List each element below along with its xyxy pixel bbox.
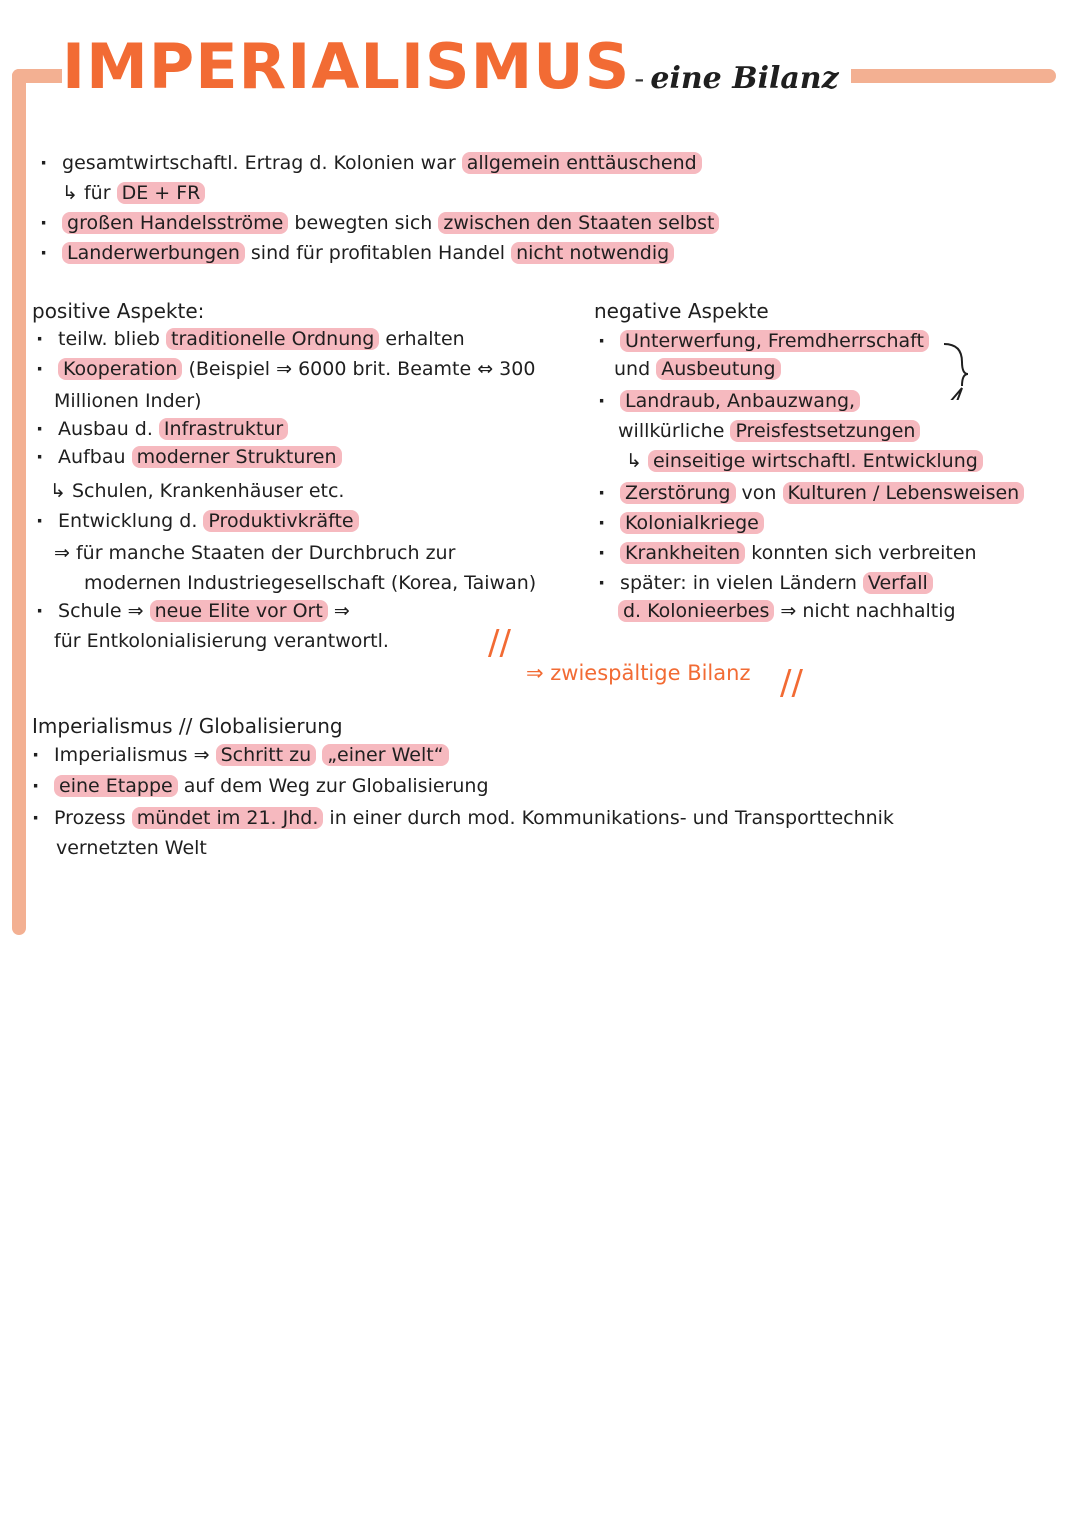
intro-highlight: nicht notwendig (511, 242, 674, 264)
item-highlight: eine Etappe (54, 775, 178, 797)
item-text: (Beispiel ⇒ 6000 brit. Beamte ⇔ 300 (188, 358, 536, 380)
item-highlight: einseitige wirtschaftl. Entwicklung (648, 450, 983, 472)
item-highlight: traditionelle Ordnung (166, 328, 379, 350)
negative-item-1 (598, 328, 929, 354)
negative-item-2-cont (618, 418, 920, 444)
globalization-item-3 (32, 805, 894, 831)
conclusion-marks-right: // (780, 663, 803, 703)
item-text: in einer durch mod. Kommunikations- und Transporttechnik (329, 807, 894, 829)
item-text: Ausbau d. (58, 418, 153, 440)
positive-item-5 (36, 508, 359, 534)
intro-highlight: Landerwerbungen (62, 242, 245, 264)
conclusion-marks-left: // (488, 623, 511, 663)
positive-item-5-sub-cont: modernen Industriegesellschaft (Korea, Taiwan) (84, 572, 537, 594)
item-highlight: mündet im 21. Jhd. (132, 807, 324, 829)
bullet: · (40, 212, 48, 234)
positive-item-6 (36, 598, 350, 624)
item-text: teilw. blieb (58, 328, 160, 350)
item-highlight: d. Kolonieerbes (618, 600, 774, 622)
intro-line-2 (62, 180, 205, 206)
item-text: Schulen, Krankenhäuser etc. (71, 480, 345, 502)
sub-arrow-icon: ↳ (62, 182, 78, 204)
positive-item-2-cont: Millionen Inder) (54, 390, 202, 412)
bullet: · (40, 242, 48, 264)
item-highlight: moderner Strukturen (132, 446, 342, 468)
item-highlight: Verfall (863, 572, 933, 594)
title-main: IMPERIALISMUS (62, 30, 631, 103)
globalization-heading: Imperialismus // Globalisierung (32, 714, 343, 738)
title-separator: - (634, 62, 645, 95)
bullet: · (36, 418, 44, 440)
intro-line-3 (40, 210, 719, 236)
bullet: · (598, 542, 606, 564)
item-highlight: Zerstörung (620, 482, 735, 504)
item-text: willkürliche (618, 420, 725, 442)
globalization-item-3-cont: vernetzten Welt (56, 837, 207, 859)
intro-text: sind für profitablen Handel (250, 242, 506, 264)
intro-text: gesamtwirtschaftl. Ertrag d. Kolonien war (62, 152, 456, 174)
bullet: · (598, 330, 606, 352)
title-subtitle: eine Bilanz (650, 61, 839, 96)
conclusion-text: ⇒ zwiespältige Bilanz (526, 661, 751, 685)
item-text: konnten sich verbreiten (751, 542, 977, 564)
frame-left-bar (12, 69, 26, 935)
bullet: · (36, 358, 44, 380)
page-title (62, 30, 851, 110)
item-highlight: Krankheiten (620, 542, 745, 564)
bullet: · (598, 512, 606, 534)
intro-text: bewegten sich (294, 212, 433, 234)
positive-item-4 (36, 444, 342, 470)
negative-item-2-sub (626, 448, 983, 474)
intro-line-1 (40, 150, 702, 176)
item-text: ⇒ nicht nachhaltig (780, 600, 956, 622)
globalization-item-2 (32, 773, 489, 799)
positive-item-2 (36, 356, 535, 382)
positive-item-4-sub (50, 478, 344, 504)
negative-item-4 (598, 510, 764, 536)
item-highlight: Kolonialkriege (620, 512, 764, 534)
brace-arrow-icon (940, 340, 970, 400)
positive-item-1 (36, 326, 465, 352)
intro-highlight: großen Handelsströme (62, 212, 288, 234)
item-highlight: Produktivkräfte (203, 510, 358, 532)
bullet: · (40, 152, 48, 174)
item-highlight: Landraub, Anbauzwang, (620, 390, 860, 412)
item-text: auf dem Weg zur Globalisierung (183, 775, 489, 797)
item-highlight: neue Elite vor Ort (150, 600, 328, 622)
item-text: Prozess (54, 807, 126, 829)
negative-item-5 (598, 540, 977, 566)
intro-highlight: zwischen den Staaten selbst (438, 212, 719, 234)
item-text: Imperialismus ⇒ (54, 744, 210, 766)
positive-item-5-sub: ⇒ für manche Staaten der Durchbruch zur (54, 542, 456, 564)
item-highlight: Schritt zu (216, 744, 317, 766)
positive-item-6-cont: für Entkolonialisierung verantwortl. (54, 630, 389, 652)
bullet: · (598, 572, 606, 594)
sub-arrow-icon: ↳ (50, 480, 66, 502)
intro-line-4 (40, 240, 674, 266)
item-text: ⇒ (333, 600, 350, 622)
negative-item-3 (598, 480, 1024, 506)
negative-item-1-cont (614, 356, 781, 382)
bullet: · (598, 482, 606, 504)
negative-item-6-cont (618, 598, 956, 624)
negative-heading: negative Aspekte (594, 299, 769, 323)
item-text: erhalten (385, 328, 465, 350)
bullet: · (32, 807, 40, 829)
sub-arrow-icon: ↳ (626, 450, 642, 472)
intro-highlight: DE + FR (117, 182, 206, 204)
positive-item-3 (36, 416, 288, 442)
intro-highlight: allgemein enttäuschend (462, 152, 702, 174)
item-text: später: in vielen Ländern (620, 572, 857, 594)
item-highlight: Kulturen / Lebensweisen (783, 482, 1025, 504)
item-text: Schule ⇒ (58, 600, 144, 622)
negative-item-6 (598, 570, 933, 596)
item-highlight: „einer Welt“ (322, 744, 448, 766)
item-text: Entwicklung d. (58, 510, 198, 532)
item-text: Aufbau (58, 446, 126, 468)
globalization-item-1 (32, 742, 449, 768)
bullet: · (32, 775, 40, 797)
negative-item-2 (598, 388, 860, 414)
item-highlight: Ausbeutung (656, 358, 780, 380)
item-highlight: Kooperation (58, 358, 182, 380)
item-text: von (741, 482, 777, 504)
item-text: und (614, 358, 651, 380)
positive-heading: positive Aspekte: (32, 299, 205, 323)
bullet: · (36, 328, 44, 350)
item-highlight: Unterwerfung, Fremdherrschaft (620, 330, 929, 352)
bullet: · (32, 744, 40, 766)
bullet: · (598, 390, 606, 412)
bullet: · (36, 446, 44, 468)
item-highlight: Preisfestsetzungen (730, 420, 920, 442)
bullet: · (36, 600, 44, 622)
intro-text: für (83, 182, 111, 204)
item-highlight: Infrastruktur (159, 418, 288, 440)
bullet: · (36, 510, 44, 532)
